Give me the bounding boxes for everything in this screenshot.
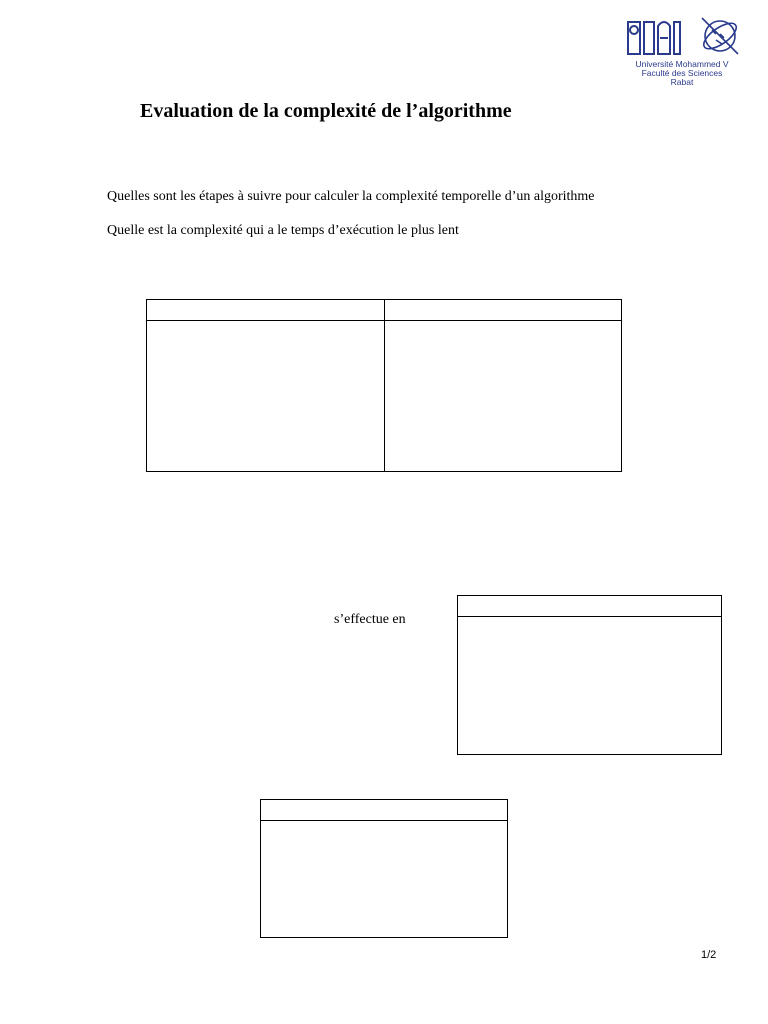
page-number: 1/2 <box>701 949 717 961</box>
question-steps: Quelles sont les étapes à suivre pour calculer la complexité temporelle d’un algorithme <box>107 189 595 204</box>
page-title: Evaluation de la complexité de l’algorithme <box>140 100 512 122</box>
answer-table <box>146 299 622 472</box>
answer-box-right-header <box>458 596 721 617</box>
answer-box-bottom-header <box>261 800 507 821</box>
logo-line-university: Université Mohammed V <box>635 59 729 69</box>
university-logo <box>624 16 740 88</box>
university-logo-icon <box>624 16 740 58</box>
answer-table-column-divider <box>384 300 385 471</box>
university-logo-text <box>624 60 740 87</box>
answer-box-bottom <box>260 799 508 938</box>
logo-line-city: Rabat <box>670 77 694 87</box>
question-slowest-complexity: Quelle est la complexité qui a le temps d’exécution le plus lent <box>107 223 459 238</box>
effectue-label: s’effectue en <box>334 612 406 627</box>
logo-line-faculty: Faculté des Sciences <box>641 68 723 78</box>
answer-box-right <box>457 595 722 755</box>
